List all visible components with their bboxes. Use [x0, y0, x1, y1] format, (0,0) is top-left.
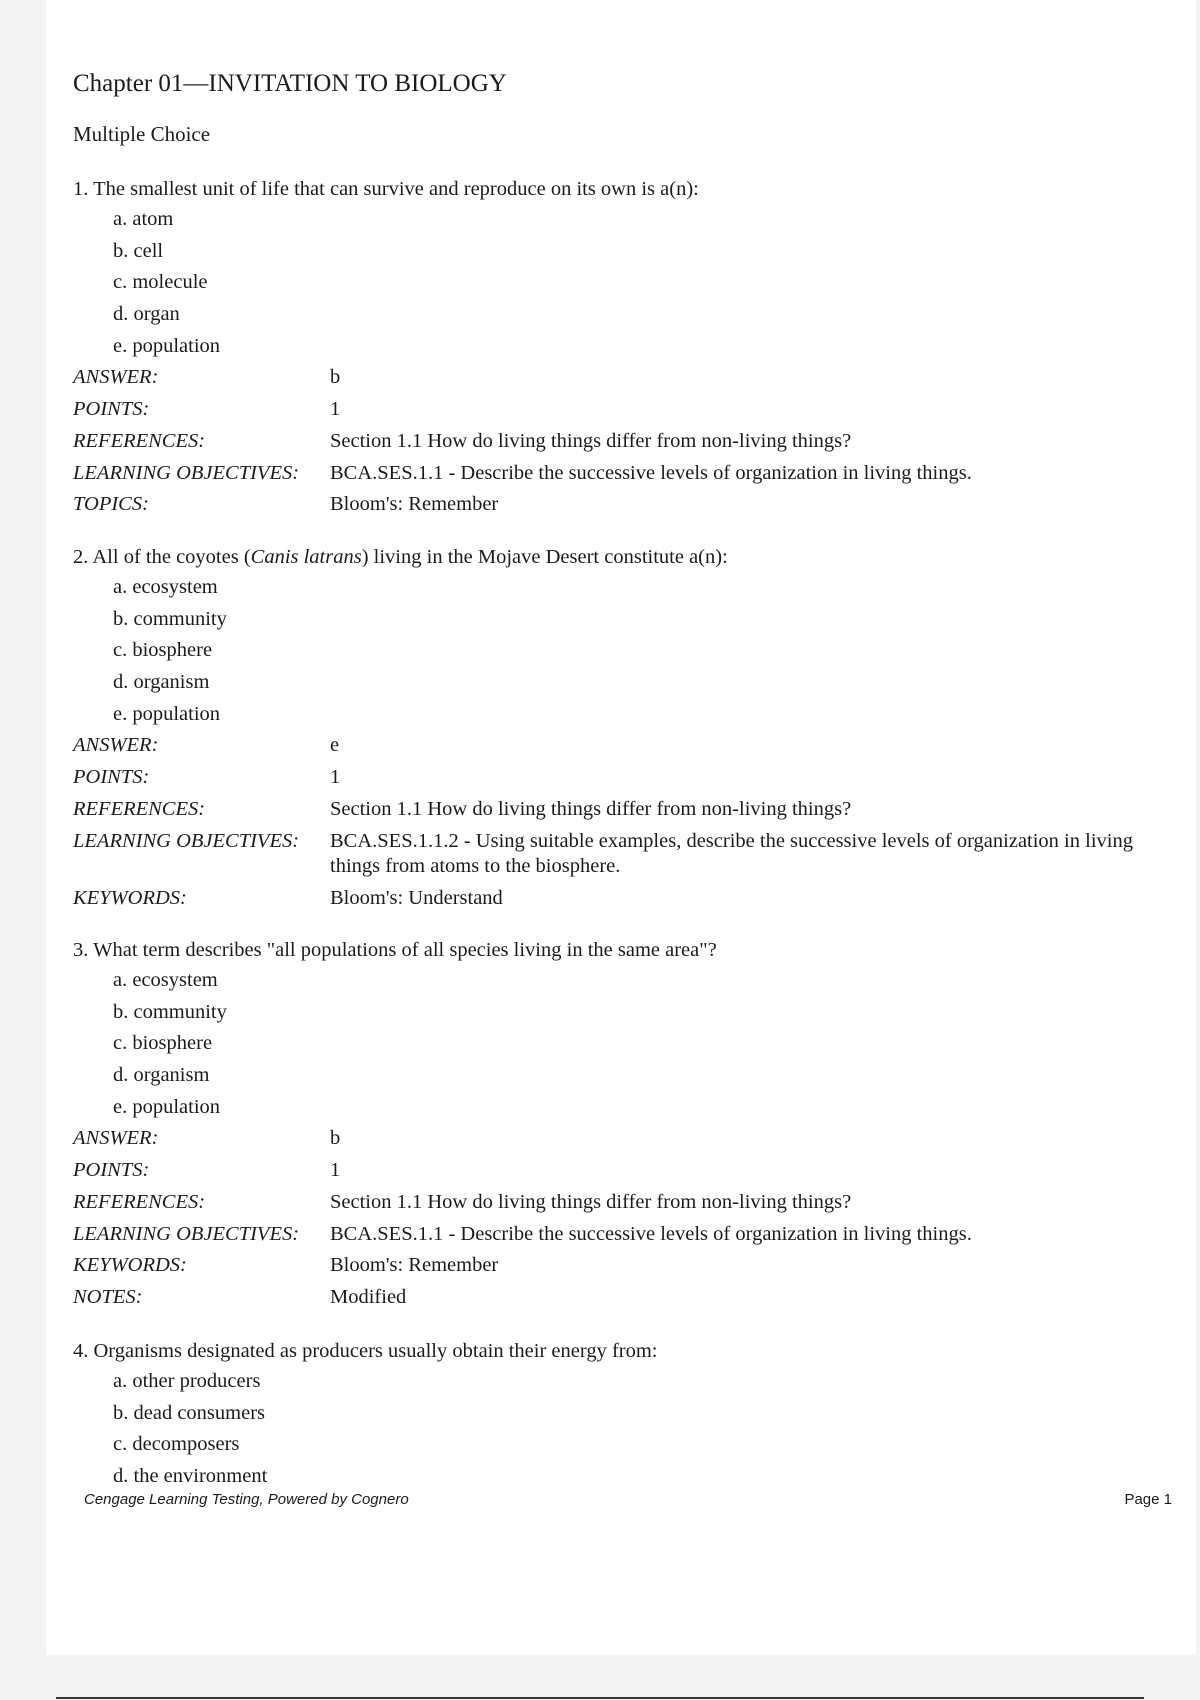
meta-label: NOTES:: [73, 1285, 143, 1308]
answer-option: d. the environment: [113, 1465, 268, 1488]
meta-row-learning-objectives: [73, 1219, 1163, 1251]
meta-row-points: [73, 1155, 1163, 1187]
question-metadata: [73, 362, 1163, 521]
page-divider: [56, 1697, 1144, 1699]
answer-option: a. other producers: [113, 1370, 261, 1392]
answer-option: b. community: [113, 607, 227, 630]
meta-row-answer: [73, 1123, 1163, 1155]
answer-option: e. population: [113, 334, 221, 357]
meta-value: BCA.SES.1.1 - Describe the successive levels of organization in living things.: [330, 461, 972, 484]
question-3: [73, 935, 1163, 1314]
meta-value: b: [330, 366, 341, 389]
question-text: [73, 935, 1163, 965]
meta-row-references: [73, 1187, 1163, 1219]
question-stem: Organisms designated as producers usually obtain their energy from:: [93, 1340, 658, 1362]
meta-row-learning-objectives: [73, 458, 1163, 490]
species-name: Canis latrans: [250, 546, 362, 568]
meta-label: POINTS:: [73, 398, 150, 421]
question-number: 4.: [73, 1340, 89, 1362]
meta-row-points: [73, 394, 1163, 426]
meta-label: KEYWORDS:: [73, 1254, 187, 1277]
meta-value: b: [330, 1127, 341, 1150]
answer-option: e. population: [113, 702, 221, 725]
meta-row-answer: [73, 730, 1163, 762]
meta-value: Bloom's: Remember: [330, 493, 499, 516]
answer-option: d. organism: [113, 671, 210, 694]
meta-value: Bloom's: Remember: [330, 1254, 499, 1277]
answer-options: [73, 204, 1163, 362]
meta-label: KEYWORDS:: [73, 886, 187, 909]
answer-option: c. decomposers: [113, 1433, 240, 1456]
question-4: [73, 1336, 1163, 1493]
answer-option: b. community: [113, 1000, 227, 1023]
question-stem-end: ) living in the Mojave Desert constitute a(n):: [361, 546, 728, 568]
answer-option: d. organ: [113, 303, 180, 326]
meta-label: REFERENCES:: [73, 429, 206, 452]
answer-options: [73, 572, 1163, 730]
answer-option: c. molecule: [113, 271, 208, 294]
meta-value: e: [330, 734, 340, 757]
meta-value: Section 1.1 How do living things differ from non-living things?: [330, 429, 852, 452]
meta-label: REFERENCES:: [73, 1190, 206, 1213]
question-stem: The smallest unit of life that can survive and reproduce on its own is a(n):: [93, 178, 699, 200]
meta-row-notes: [73, 1282, 1163, 1314]
meta-value: Section 1.1 How do living things differ from non-living things?: [330, 797, 852, 820]
answer-options: [73, 965, 1163, 1123]
meta-value: Modified: [330, 1285, 407, 1308]
question-text: [73, 1336, 1163, 1366]
meta-value: 1: [330, 1159, 341, 1182]
meta-label: ANSWER:: [73, 1127, 159, 1150]
question-number: 1.: [73, 178, 89, 200]
page-number: Page 1: [1124, 1491, 1172, 1508]
meta-row-references: [73, 426, 1163, 458]
question-text: [73, 542, 1163, 572]
meta-value: 1: [330, 766, 341, 789]
footer-publisher: Cengage Learning Testing, Powered by Cognero: [84, 1491, 409, 1508]
chapter-title: Chapter 01—INVITATION TO BIOLOGY: [73, 70, 507, 97]
meta-label: POINTS:: [73, 1159, 150, 1182]
meta-value: Section 1.1 How do living things differ from non-living things?: [330, 1190, 852, 1213]
question-stem: What term describes "all populations of all species living in the same area"?: [93, 939, 717, 961]
question-metadata: [73, 730, 1163, 914]
meta-row-answer: [73, 362, 1163, 394]
question-text: [73, 174, 1163, 204]
answer-option: a. ecosystem: [113, 969, 218, 991]
meta-value: 1: [330, 398, 341, 421]
meta-label: ANSWER:: [73, 734, 159, 757]
question-1: [73, 174, 1163, 521]
meta-value: BCA.SES.1.1 - Describe the successive levels of organization in living things.: [330, 1222, 972, 1245]
meta-label: TOPICS:: [73, 493, 149, 516]
answer-option: b. cell: [113, 239, 164, 262]
meta-row-points: [73, 762, 1163, 794]
answer-option: c. biosphere: [113, 1032, 213, 1055]
meta-label: LEARNING OBJECTIVES:: [73, 1222, 300, 1245]
meta-row-learning-objectives: [73, 826, 1163, 883]
answer-option: b. dead consumers: [113, 1401, 265, 1424]
question-number: 3.: [73, 939, 89, 961]
answer-option: e. population: [113, 1095, 221, 1118]
meta-value: Bloom's: Understand: [330, 886, 503, 909]
section-heading: Multiple Choice: [73, 122, 211, 146]
meta-label: ANSWER:: [73, 366, 159, 389]
question-stem-start: All of the coyotes (: [92, 546, 251, 568]
meta-row-keywords: [73, 1250, 1163, 1282]
meta-row-references: [73, 794, 1163, 826]
meta-row-topics: [73, 489, 1163, 521]
meta-label: LEARNING OBJECTIVES:: [73, 461, 300, 484]
answer-option: a. ecosystem: [113, 576, 218, 598]
answer-option: c. biosphere: [113, 639, 213, 662]
meta-label: LEARNING OBJECTIVES:: [73, 829, 300, 852]
answer-option: a. atom: [113, 208, 174, 230]
answer-option: d. organism: [113, 1064, 210, 1087]
question-number: 2.: [73, 546, 89, 568]
meta-label: REFERENCES:: [73, 797, 206, 820]
answer-options: [73, 1366, 1163, 1493]
question-metadata: [73, 1123, 1163, 1313]
meta-label: POINTS:: [73, 766, 150, 789]
meta-value: BCA.SES.1.1.2 - Using suitable examples, describe the successive levels of organization in living things from atoms to the biosphere.: [330, 829, 1133, 877]
meta-row-keywords: [73, 883, 1163, 915]
question-2: [73, 542, 1163, 914]
